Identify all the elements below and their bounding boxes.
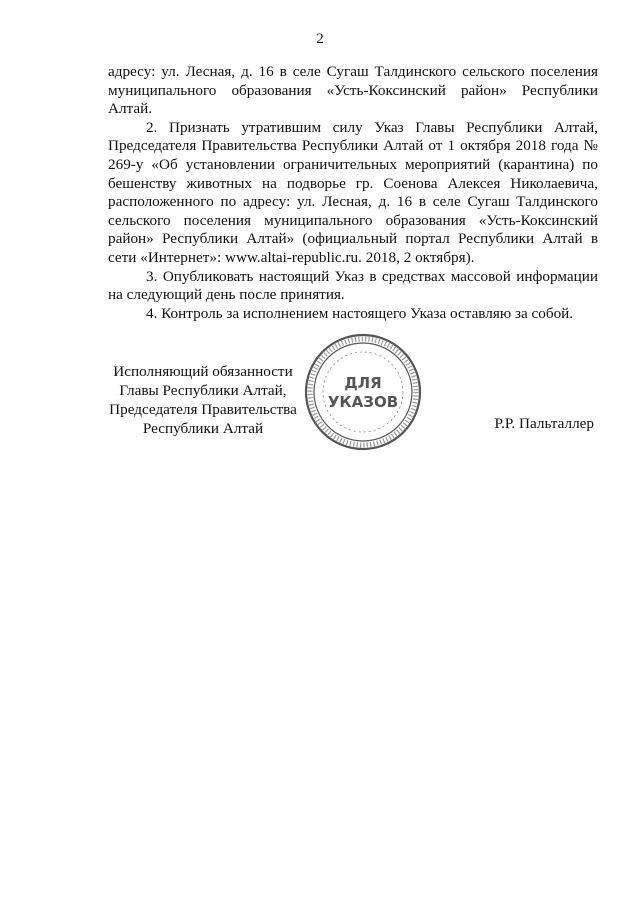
paragraph-1: адресу: ул. Лесная, д. 16 в селе Сугаш Талдинского сельского поселения муниципального образования «Усть-Коксинский район» Республики Алтай. — [108, 63, 598, 118]
stamp-text-line-2: УКАЗОВ — [327, 393, 399, 411]
position-line-2: Главы Республики Алтай, — [119, 382, 287, 399]
position-line-1: Исполняющий обязанности — [113, 363, 293, 380]
stamp-text-line-1: ДЛЯ — [344, 374, 382, 392]
position-line-3: Председателя Правительства — [109, 401, 297, 418]
official-seal-stamp — [303, 332, 423, 452]
position-line-4: Республики Алтай — [142, 420, 264, 437]
signatory-position — [108, 362, 298, 438]
signatory-name: Р.Р. Пальталлер — [494, 415, 594, 432]
stamp-graphic — [303, 332, 423, 452]
paragraph-2: 2. Признать утратившим силу Указ Главы Республики Алтай, Председателя Правительства Республики Алтай от 1 октября 2018 года № 269-у «Об установлении ограничительных мероприятий (карантина) по бешенству животных на подворье гр. Соенова Алексея Николаевича, расположенного по адресу: ул. Лесная, д. 16 в селе Сугаш Талдинского сельского поселения муниципального образования «Усть-Коксинский район» Республики Алтай» (официальный портал Республики Алтай в сети «Интернет»: www.altai-republic.ru. 2018, 2 октября). — [108, 118, 598, 266]
paragraph-4: 4. Контроль за исполнением настоящего Указа оставляю за собой. — [146, 304, 574, 322]
page-number: 2 — [316, 31, 324, 47]
paragraph-3: 3. Опубликовать настоящий Указ в средствах массовой информации на следующий день после принятия. — [108, 267, 598, 304]
decree-body — [108, 63, 598, 323]
